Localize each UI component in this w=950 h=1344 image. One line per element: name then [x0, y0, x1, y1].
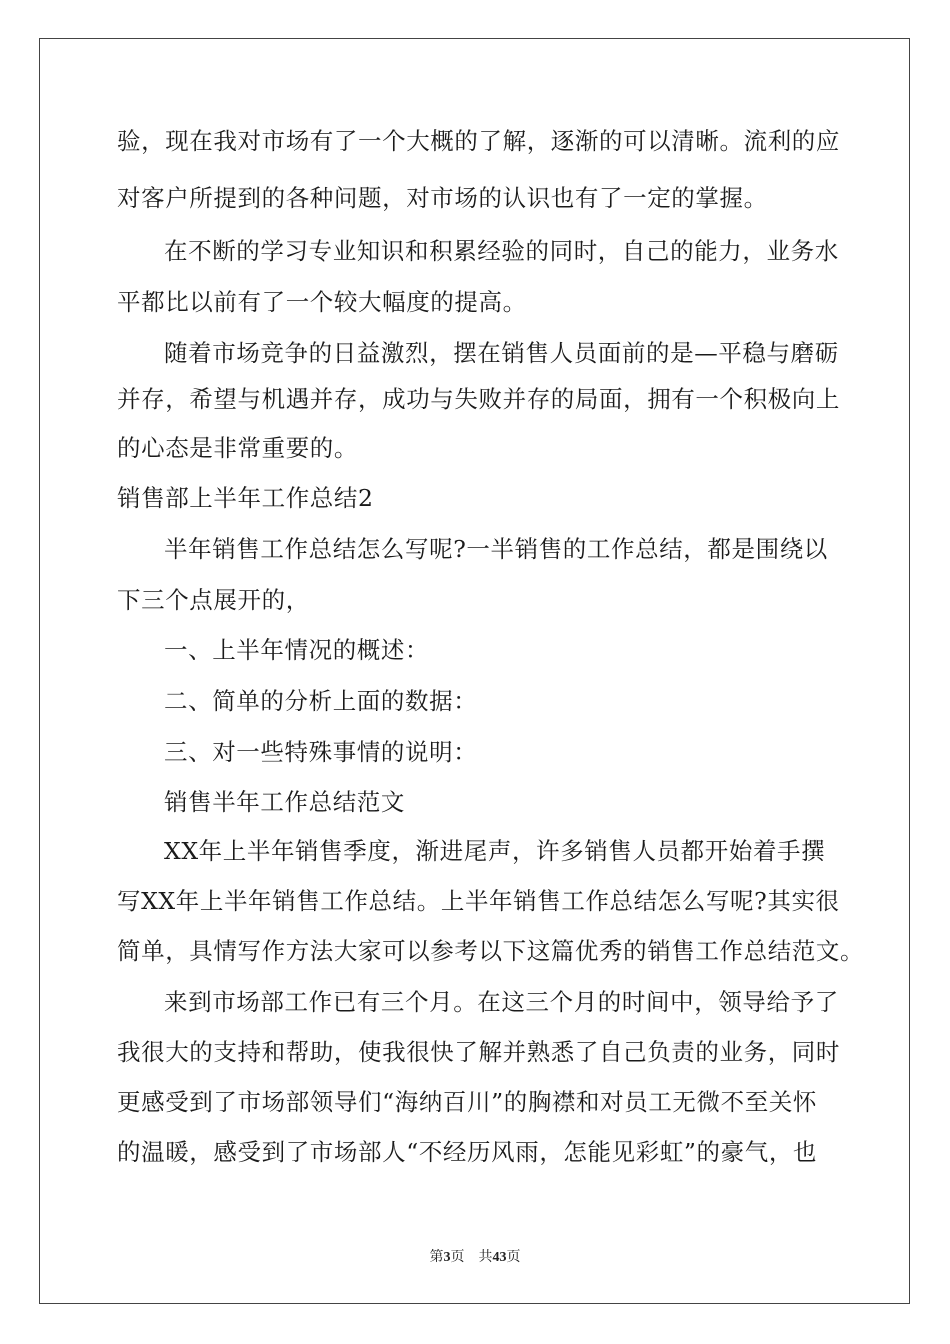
- page-current: 3: [443, 1250, 451, 1265]
- list-item: 二、简单的分析上面的数据：: [164, 687, 478, 715]
- page-total: 43: [492, 1250, 507, 1265]
- list-item: 一、上半年情况的概述：: [164, 636, 430, 664]
- text-line: 平都比以前有了一个较大幅度的提高。: [117, 288, 527, 316]
- text-line: 简单，具情写作方法大家可以参考以下这篇优秀的销售工作总结范文。: [117, 937, 865, 965]
- text-line: 来到市场部工作已有三个月。在这三个月的时间中，领导给予了: [164, 988, 839, 1016]
- text-line: 我很大的支持和帮助，使我很快了解并熟悉了自己负责的业务，同时: [117, 1038, 840, 1066]
- text-line: 半年销售工作总结怎么写呢?一半销售的工作总结，都是围绕以: [164, 535, 828, 563]
- text-line: 下三个点展开的，: [117, 586, 310, 614]
- text-line: 的温暖，感受到了市场部人“不经历风雨，怎能见彩虹”的豪气，也: [117, 1138, 818, 1166]
- text-line: 随着市场竞争的日益激烈，摆在销售人员面前的是—平稳与磨砺: [164, 339, 839, 367]
- text-line: 验，现在我对市场有了一个大概的了解，逐渐的可以清晰。流利的应: [117, 127, 840, 155]
- text-line: 的心态是非常重要的。: [117, 434, 358, 462]
- text-line: 对客户所提到的各种问题，对市场的认识也有了一定的掌握。: [117, 184, 768, 212]
- text-line: 更感受到了市场部领导们“海纳百川”的胸襟和对员工无微不至关怀: [117, 1088, 818, 1116]
- page-suffix: 页: [506, 1249, 521, 1265]
- text-line: XX年上半年销售季度，渐进尾声，许多销售人员都开始着手撰: [164, 837, 826, 865]
- list-item: 三、对一些特殊事情的说明：: [164, 738, 478, 766]
- text-line: 在不断的学习专业知识和积累经验的同时，自己的能力，业务水: [164, 237, 839, 265]
- sub-heading: 销售半年工作总结范文: [164, 788, 405, 816]
- page-middle: 页 共: [450, 1249, 493, 1265]
- page-prefix: 第: [429, 1249, 444, 1265]
- page-footer: [0, 1248, 950, 1267]
- section-heading: 销售部上半年工作总结2: [117, 484, 374, 512]
- text-line: 写XX年上半年销售工作总结。上半年销售工作总结怎么写呢?其实很: [117, 887, 840, 915]
- text-line: 并存，希望与机遇并存，成功与失败并存的局面，拥有一个积极向上: [117, 385, 840, 413]
